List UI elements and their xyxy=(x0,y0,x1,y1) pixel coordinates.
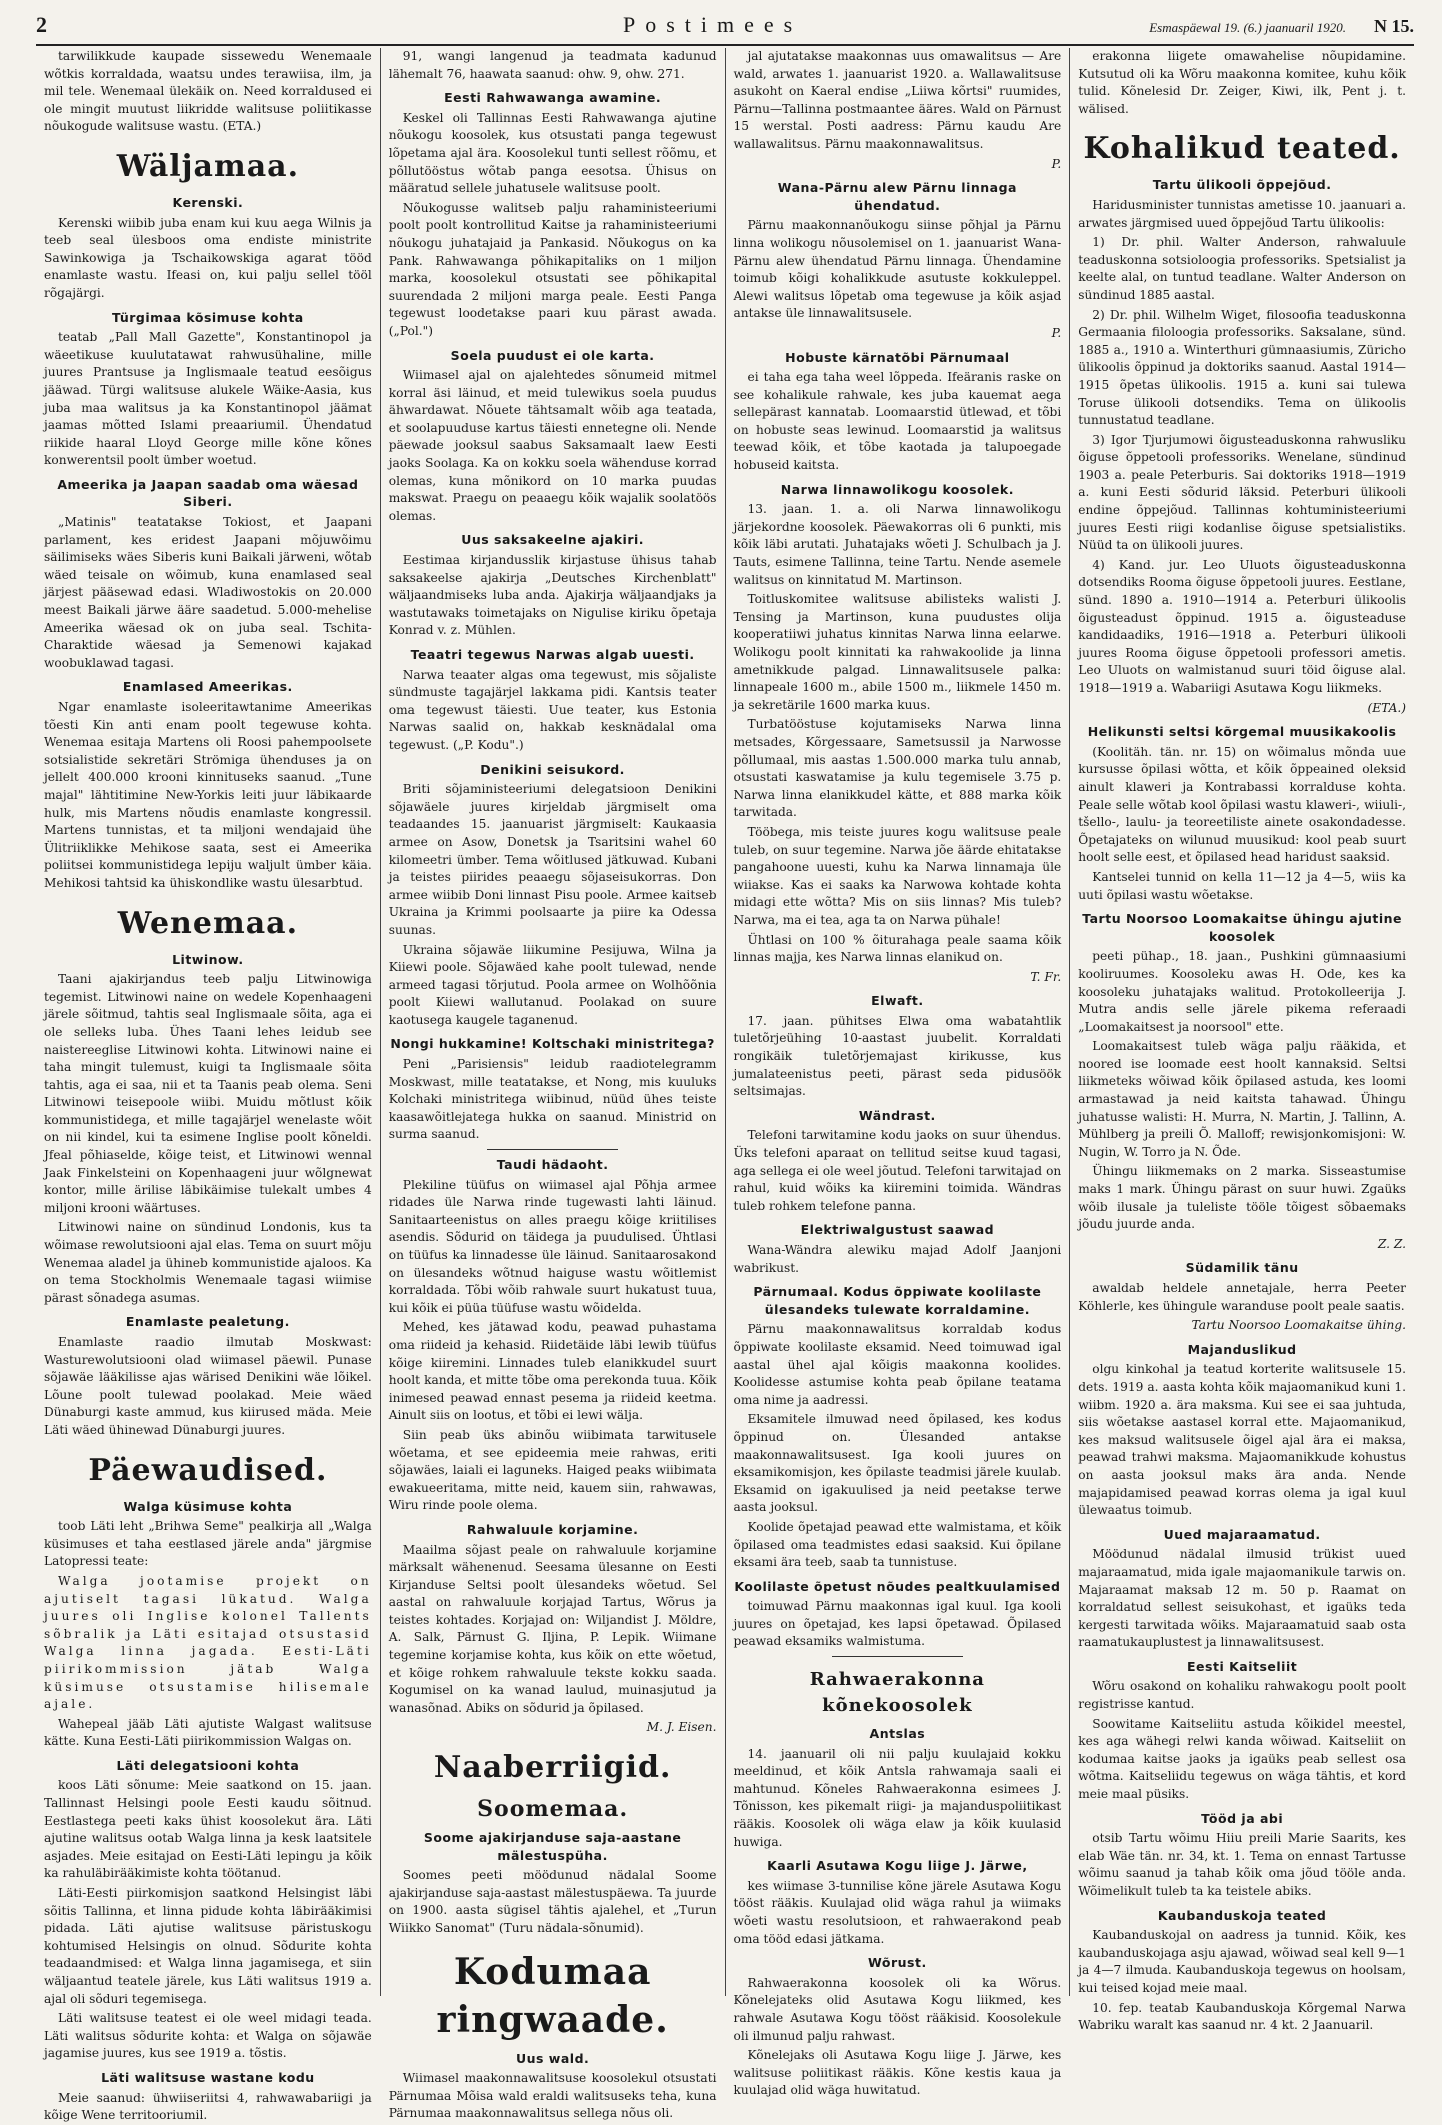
signature: Tartu Noorsoo Loomakaitse ühing. xyxy=(1191,1318,1406,1333)
article-title: Läti walitsuse wastane kodu xyxy=(101,2069,315,2085)
article-text: teatab „Pall Mall Gazette", Konstantinopol ja wäeetikuse kuulutatawat rahwusühaline, mille juures Prantsuse ja Inglismaale teatud eesõigus jääwad. Türgi walitsuse alukele Wäike-Aasia, kus juba maa walitsus ja ka Konstantinopol jäämat jaamas mõtted Islami preaariumil. Ühendatud riikide haaral Lloyd George mille kõne kõnes konwerentsil poolt ümber woetud. xyxy=(44,330,372,468)
article-title: Taudi hädaoht. xyxy=(496,1157,609,1173)
article-text: peeti pühap., 18. jaan., Pushkini gümnaasiumi kooliruumes. Koosoleku awas H. Ode, kes ka koosoleku juhatajaks walitud. Protokolleerija J. Mutra andis selle järele pikema referaadi „Loomakaitsest ja noorsool" ette. xyxy=(1078,949,1406,1034)
article-text: koos Läti sõnume: Meie saatkond on 15. jaan. Tallinnast Helsingi poole Eesti kaudu sõitnud. Eestlastega peeti kaks ühist koosolekut ära. Läti ajutine walitsus ootab Walga linna ja kesk laatsitele asjades. Meie esitajad on Eesti-Läti lepingu ja kõik ka rahuläbirääkimiste kohta töötanud. xyxy=(44,1778,372,1881)
article-text: Nõukogusse walitseb palju rahaministeeriumi poolt poolt kontrollitud Kaitse ja rahaministeeriumi nõukogu juhatajaid ja Pankasid. Nõukogus on ka Pank. Rahwawanga põhikapitaliks on 1 miljon marka, koosolekul otsustati see põhikapital suurendada 2 miljoni marga peale. Eesti Panga tegewust loodetakse paari kuu pärast awada. („Pol.") xyxy=(388,200,717,338)
article-text: „Matinis" teatatakse Tokiost, et Jaapani parlament, kes eridest Jaapani mõjuwõimu säilimiseks wäes Siberis kuni Baikali järweni, wõtab wäed teisale on wõimub, kuna enamlased seal järjest pääsewad edasi. Wladiwostokis on 20.000 meest Baikali järwe ääre saadetud. 5.000-mehelise Ameerika wäesad ok on juba seal. Tschita-Charaktide wäesad ja Semenowi kajakad woobuklawad tagasi. xyxy=(44,515,372,670)
article-text: Siin peab üks abinõu wiibimata tarwitusele wõetama, et see epideemia meie rahwas, eriti sõjawäes, laiali ei laguneks. Haiged peaks wiibimata ewakueeritama, mitte neid, kauem siin, rahwawas, Wiru rinde poole olema. xyxy=(388,1427,717,1513)
signature: P. xyxy=(1051,325,1062,340)
article-text: tarwilikkude kaupade sissewedu Wenemaale wõtkis korraldada, waatsu undes terawiisa, ilm, ja mil tele. Wenemaal ülekäik on. Need korraldused ei ole mingit muutust liikridde walitsuse poliitikasse nõukogude walitsuse wastu. (ETA.) xyxy=(44,49,372,134)
article-text: Ukraina sõjawäe liikumine Pesijuwa, Wilna ja Kiiewi poole. Sõjawäed kahe poolt tulewad, nende armeed tagasi tõrjutud. Poola armee on Wolhõõnia poolt Kiiewi wallutanud. Poolakad on suure kaotusega kaugele taganenud. xyxy=(388,942,717,1027)
article-text: Walga jootamise projekt on ajutiselt tagasi lükatud. Walga juures oli Inglise kolonel Tallents sõbralik ja Läti esitajad otsustasid Walga linna jagada. Eesti-Läti piirikommission jätab Walga küsimuse otsustamise hilisemale ajale. xyxy=(44,1573,372,1712)
article-text: 13. jaan. 1. a. oli Narwa linnawolikogu järjekordne koosolek. Päewakorras oli 6 punkti, mis kõik läbi arutati. Juhatajaks wõeti J. Schulbach ja J. Tauts, esimene Tallinna, teine Tartu. Nende asemele walitsus on kinnitatud M. Martinson. xyxy=(733,502,1062,587)
article-text: kes wiimase 3-tunnilise kõne järele Asutawa Kogu tööst rääkis. Kuulajad olid wäga rahul ja wiimaks wõeti wastu resolutsioon, et rahwaerakond peab oma tööd edasi jätkama. xyxy=(733,1878,1062,1946)
date-line: Esmaspäewal 19. (6.) jaanuaril 1920. xyxy=(1149,20,1346,35)
column-2 xyxy=(381,48,726,2121)
article-title: Antslas xyxy=(869,1726,926,1742)
signature: M. J. Eisen. xyxy=(646,1720,717,1735)
article-text: Koolide õpetajad peawad ette walmistama, et kõik õpilased oma teadmistes edasi saaksid. Kui õpilane eksami ära teeb, saab ta tunnistuse. xyxy=(733,1519,1062,1570)
article-text: Briti sõjaministeeriumi delegatsioon Denikini sõjawäele juures kirjeldab järgmiselt oma teadaandes 15. jaanuarist järgmiselt: Kaukaasia armee on Asow, Donetsk ja Tsaritsini wahel 60 kilomeetri ümber. Tema wõitlused jätkuwad. Kubani ja teistes piirides peaaegu sõjaseisukorras. Don armee wiibib Doni linnast Pisu poole. Armee kaitseb Ukraina ja Krimmi poolsaarte ja piire ka Odessa suunas. xyxy=(388,782,717,937)
article-title: Kaubanduskoja teated xyxy=(1157,1907,1327,1923)
section-heading-paewaudised: Päewaudised. xyxy=(88,1452,328,1488)
article-title: Narwa linnawolikogu koosolek. xyxy=(780,481,1014,497)
article-text: olgu kinkohal ja teatud korterite walitsusele 15. dets. 1919 a. aasta kohta kõik majaomanikud kuni 1. wiibm. 1920 a. ära maksma. Kui see ei saa juhtuda, siis wõetakse aastasel korral ette. Majaomanikud, kes maksud walitsusele õigel ajal ära ei maksa, peawad trahwi maksma. Majaomanikkude kohustus on aasta jooksul maks ära anda. Nende majapidamised peawad korras olema ja igal kuul ülewaatus toimub. xyxy=(1078,1362,1406,1518)
article-text: Narwa teaater algas oma tegewust, mis sõjaliste sündmuste tagajärjel lakkama pidi. Kantsis teater oma tegewust täiesti. Uue teater, kus Estonia Narwas saalid on, hakkab kesknädalal oma tegewust. („P. Kodu".) xyxy=(388,667,717,752)
masthead xyxy=(36,12,1414,46)
article-text: erakonna liigete omawahelise nõupidamine. Kutsutud oli ka Wõru maakonna komitee, kuhu kõik tulid. Kõnelesid Dr. Zeiger, Kiwi, ilk, Pent j. t. wälised. xyxy=(1078,49,1406,116)
article-title: Hobuste kärnatõbi Pärnumaal xyxy=(785,349,1010,365)
article-title: Uued majaraamatud. xyxy=(1163,1526,1321,1542)
article-text: Rahwaerakonna koosolek oli ka Wõrus. Kõnelejateks olid Asutawa Kogu liikmed, kes rahwale Asutawa Kogu tööst rääkisid. Koosolekule oli ilmunud palju rahwast. xyxy=(733,1975,1062,2043)
section-heading-ringwaade: Kodumaa ringwaade. xyxy=(436,1950,669,2041)
article-text: Keskel oli Tallinnas Eesti Rahwawanga ajutine nõukogu koosolek, kus otsustati panga tegewust lõpetama ajal ära. Koosolekul tunti sellest rõõmu, et põllutööstus wõtab panga eesotsa. Ühisus on määratud sellele juhatusele walitsuse poolt. xyxy=(388,110,717,196)
article-title: Wana-Pärnu alew Pärnu linnaga ühendatud. xyxy=(777,180,1017,213)
article-text: awaldab heldele annetajale, herra Peeter Köhlerle, kes ühingule waranduse poolt peale saatis. xyxy=(1078,1281,1406,1313)
article-text: toimuwad Pärnu maakonnas igal kuul. Iga kooli juures on õpetajad, kes lapsi õpetawad. Õpilased peawad eksamiks walmistuma. xyxy=(733,1599,1062,1649)
section-heading-naaberriigid: Naaberriigid. xyxy=(433,1750,672,1786)
article-title: Nongi hukkamine! Koltschaki ministritega? xyxy=(390,1036,715,1052)
divider xyxy=(832,1656,963,1657)
article-title: Rahwaluule korjamine. xyxy=(466,1521,639,1537)
article-text: otsib Tartu wõimu Hiiu preili Marie Saarits, kes elab Wäe tän. nr. 34, kt. 1. Tema on ennast Tartusse wõimu saanud ja tahab kõik oma jõud tööle anda. Wõimelikult tuleb ta ka teistele abiks. xyxy=(1078,1831,1406,1898)
article-title: Soela puudust ei ole karta. xyxy=(450,347,655,363)
article-text: Läti-Eesti piirkomisjon saatkond Helsingist läbi sõitis Tallinna, et linna pidude kohta läbirääkimisi pidada. Läti ajutise walitsuse päristuskogu kohtumised Helsingis on olnud. Sõdurite kohta teadaandmised: et Walga linna jagamisega, et siin wäljaantud teatele järele, kus Läti walitsus 1919 a. ajal oli sõduri tegemisega. xyxy=(44,1886,372,2006)
column-1 xyxy=(36,48,381,2123)
article-title: Uus wald. xyxy=(515,2050,590,2066)
article-text: 14. jaanuaril oli nii palju kuulajaid kokku meeldinud, et kõik Antsla rahwamaja saali ei mahtunud. Kõneles Rahwaerakonna esimees J. Tõnisson, kes pikemalt riigi- ja majanduspoliitikast rääkis. Koosolek oli wäga elaw ja kõik kuulasid huwiga. xyxy=(733,1746,1062,1849)
article-title: Tööd ja abi xyxy=(1201,1810,1284,1826)
article-text: ei taha ega taha weel lõppeda. Ifeäranis raske on see kohalikule rahwale, kes juba kauemat aega sellepärast kannatab. Loomaarstid ütlewad, et tõbi on hobuste seas lewinud. Loomaarstid ja walitsus teewad kõik, et tõbe kaotada ja talupoegade hobuseid kaitsta. xyxy=(733,370,1062,473)
article-text: Ngar enamlaste isoleeritawtanime Ameerikas tõesti Kin anti enam poolt tegewuse kohta. Wenemaa esitaja Martens oli Roosi pahempoolsete sotsialistide sekretäri Strömiga ühenduses ja on jellelt 400.000 krooni kinnituseks saanud. „Tune majal" lähtitimine New-Yorkis leiti juur läbikaarde hulk, mis Martens nõudis enamlaste kongressil. Martens tunnistas, et ta miljoni wendajaid ühe Ülitriiklikke Mehikose saata, sest ei Ameerika poliitsei kommunistidega lepiju waljult ümber käia. Mehikosi tahtsid ka ühiskondlike wastu ülesarbtud. xyxy=(44,700,372,890)
article-text: Loomakaitsest tuleb wäga palju rääkida, et noored ise loomade eest hoolt kannaksid. Seltsi liikmeteks wõiwad kõik õpilased astuda, kes loomi armastawad ja neid kaitsta tahawad. Ühingu juhatusse walisti: H. Murra, N. Martin, J. Tallinn, A. Mühlberg ja preili Õ. Malloff; rewisjonkomisjoni: W. Nugin, W. Torro ja N. Õde. xyxy=(1078,1039,1406,1159)
article-text: Läti walitsuse teatest ei ole weel midagi teada. Läti walitsus sõdurite kohta: et Walga on sõjawäe jagamise juures, kus see 1919 a. tõstis. xyxy=(44,2011,372,2061)
article-text: Wahepeal jääb Läti ajutiste Walgast walitsuse kätte. Kuna Eesti-Läti piirikommission Walgas on. xyxy=(44,1716,372,1749)
article-text: 1) Dr. phil. Walter Anderson, rahwaluule teaduskonna sotsioloogia professoriks. Spetsialist ja keelte alal, on tuntud teadlane. Walter Anderson on sündinud 1885 aastal. xyxy=(1078,235,1406,302)
article-text: 2) Dr. phil. Wilhelm Wiget, filosoofia teaduskonna Germaania filoloogia professoriks. Saksalane, sünd. 1885 a., 1910 a. Winterthuri gümnaasiumis, Züricho ülikoolis õppinud ja doktoriks saanud. Aastal 1914—1915 õpetas ülikoolis. 1915 a. kuni sai tulewa Toruse ülikooli dotsendiks. Tema on ülikoolis tunnustatud teadlane. xyxy=(1078,307,1406,428)
article-title: Elektriwalgustust saawad xyxy=(800,1222,995,1238)
article-title: Helikunsti seltsi kõrgemal muusikakoolis xyxy=(1087,724,1397,740)
article-title: Eesti Kaitseliit xyxy=(1187,1658,1298,1674)
article-text: 17. jaan. pühitses Elwa oma wabatahtlik tuletõrjeühing 10-aastast juubelit. Korraldati rongikäik tuletõrjemajast kirikusse, kus jumalateenistus peeti, pärast seda pidusöök seltsimajas. xyxy=(733,1013,1062,1099)
columns xyxy=(36,48,1414,2123)
article-title: Soome ajakirjanduse saja-aastane mälestuspüha. xyxy=(423,1830,682,1863)
article-text: 91, wangi langenud ja teadmata kadunud lähemalt 76, haawata saanud: ohw. 9, ohw. 271. xyxy=(388,49,717,81)
article-title: Koolilaste õpetust nõudes pealtkuulamised xyxy=(734,1578,1061,1594)
article-title: Wändrast. xyxy=(858,1107,936,1123)
article-title: Denikini seisukord. xyxy=(480,761,625,777)
article-text: Tööbega, mis teiste juures kogu walitsuse peale tuleb, on suur tegemine. Narwa jõe äärde ehitatakse pangahoone uuesti, kuhu ka Narwa linnamaja üle wiiakse. Kas ei saaks ka Narwowa kohtade kohta midagi ette wõtta? Mis on siis linnas? Mis tuleb? Narwa, ma ei tea, aga ta on Narwa pühale! xyxy=(733,824,1062,927)
article-title: Majanduslikud xyxy=(1187,1341,1297,1357)
article-text: Telefoni tarwitamine kodu jaoks on suur ühendus. Üks telefoni aparaat on tellitud seitse kuud tagasi, aga sellega ei ole weel jõutud. Telefoni tarwitajad on rahul, kuid wõiks ka kiiremini toimida. Wändras tuleb rohkem telefone panna. xyxy=(733,1128,1062,1213)
article-title: Läti delegatsiooni kohta xyxy=(116,1757,300,1773)
article-title: Enamlased Ameerikas. xyxy=(122,679,293,695)
signature: P. xyxy=(1051,156,1062,171)
article-title: Eesti Rahwawanga awamine. xyxy=(444,90,662,106)
article-text: Möödunud nädalal ilmusid trükist uued majaraamatud, mida igale majaomanikule tarwis on. Majaraamat maksab 12 m. 50 p. Raamat on korraldatud sellest seisukohast, et igaüks teda kergesti tarwitada wõiks. Majaraamatuid saab osta raamatukauplustest ja linnawalitsusest. xyxy=(1078,1547,1406,1650)
article-title: Enamlaste pealetung. xyxy=(125,1314,290,1330)
article-text: Ühtlasi on 100 % õiturahaga peale saama kõik linnas majja, kes Narwa linnas elanikud on. xyxy=(733,932,1062,965)
article-text: 3) Igor Tjurjumowi õigusteaduskonna rahwusliku õiguse õppetooli professoriks. Wenelane, sündinud 1903 a. peale Peterburis. Sai doktoriks 1918—1919 a. kuni Eesti sõdurid läksid. Peterburi ülikooli endine õppejõud. Tallinnas kohtuministeeriumi juures Eesti riigi kodanlise õiguse spetsialistiks. Nüüd ta on ülikooli juures. xyxy=(1078,432,1406,553)
signature: Z. Z. xyxy=(1377,1236,1406,1251)
article-text: Wiimasel ajal on ajalehtedes sõnumeid mitmel korral äsi läinud, et meid tulewikus soela puudus ähwardawat. Nõuete tähtsamalt wõib aga teatada, et soolapuuduse kartus täiesti ennetegne oli. Nende päewade jooksul saabus Saksamaalt laew Eesti jaoks Soolaga. Ka on kokku soela wähenduse korrad olemas, kuna mõnikord on 10 marka puudas makswat. Praegu on peaaegu kõik wajalik soolatöös olemas. xyxy=(388,368,717,523)
article-text: (Koolitäh. tän. nr. 15) on wõimalus mõnda uue kursusse õpilasi wõtta, et kõik õppeained oleksid ainult klaweri ja Kontrabassi korralduse kohta. Peale selle wõtab kool õpilasi wastu klaweri-, wiiuli-, tšello-, laulu- ja teoreetiliste ainete osakondadesse. Õpetajateks on wilunud muusikud: kool peab suurt hoolt selle eest, et õpilased head haridust saaksid. xyxy=(1078,744,1406,865)
article-title: Uus saksakeelne ajakiri. xyxy=(461,532,645,548)
article-text: Turbatööstuse kojutamiseks Narwa linna metsades, Kõrgessaare, Sametsussil ja Narwosse põllumaal, mis aastas 1.500.000 marka tulu annab, otsustati kaswatamise ja kulu tegemisele 3.75 p. Narwa linna elanikkudel kätte, et 888 marka kõik tarwitada. xyxy=(733,717,1062,820)
signature: (ETA.) xyxy=(1367,700,1406,715)
article-text: Wiimasel maakonnawalitsuse koosolekul otsustati Pärnumaa Mõisa wald eraldi walitsuseks teha, kuna Pärnumaa maakonnawalitsus sellega nõus oli. xyxy=(388,2071,717,2121)
article-text: Soowitame Kaitseliitu astuda kõikidel meestel, kes aga wähegi relwi kanda wõiwad. Kaitseliit on kodumaa kaitse jaoks ja igaüks peab sellest osa wõtma. Kaitseliidu tegewus on wäga tähtis, et kord meie maal püsiks. xyxy=(1078,1716,1406,1802)
article-text: Maailma sõjast peale on rahwaluule korjamine märksalt wähenenud. Seesama ülesanne on Eesti Kirjanduse Seltsi poolt ülesandeks wõetud. Sel aastal on rahwaluule korjajad Tartus, Wõrus ja teistes kohtades. Korjajad on: Wiljandist J. Möldre, A. Salk, Pärnust G. Iljina, P. Lepik. Wiimane tegemine korjamise kohta, kus kõik on ette wõetud, et kõige rohkem rahwaluule tekste kokku saada. Kogumisel on ka wanad laulud, muinasjutud ja wanasõnad. Abiks on sõdurid ja õpilased. xyxy=(388,1542,717,1715)
article-text: Wõru osakond on kohaliku rahwakogu poolt poolt registrisse kantud. xyxy=(1078,1679,1406,1712)
article-text: Plekiline tüüfus on wiimasel ajal Põhja armee ridades üle Narwa rinde tugewasti lahti läinud. Sanitaarteenistus on alles praegu kõige kriitilises asendis. Sõdurid on täidega ja puudulised. Ühtlasi on tüüfus ka linnadesse üle läinud. Sanitaarosakond on ülesandeks wõtnud haiguse wastu wõitlemist korraldada. Tõbi wõib rahwale suurt hukatust tuua, kui kõik ei püüa tüüfuse wastu wõidelda. xyxy=(388,1177,717,1315)
article-title: Tartu ülikooli õppejõud. xyxy=(1152,177,1332,193)
article-text: Toitluskomitee walitsuse abilisteks walisti J. Tensing ja Martinson, kuna puudustes olija kooperatiiwi juhatus kinnitas Narwa linna eelarwe. Wolikogu poolt kinnitati ka rahwakoolide ja linna ametnikkude palgad. Linnawalitsusele palka: linnapeale 1600 m., abile 1500 m., liikmele 1450 m. ja sekretärile 1600 marka kuus. xyxy=(733,592,1062,712)
article-title: Türgimaa kõsimuse kohta xyxy=(112,309,304,325)
article-text: Kaubanduskojal on aadress ja tunnid. Kõik, kes kaubanduskojaga asju ajawad, wõiwad seal kell 9—1 ja 4—7 ilmuda. Kaubanduskoja tegewus on hoolsam, kui teised kojad meie maal. xyxy=(1078,1928,1406,1995)
article-text: Mehed, kes jätawad kodu, peawad puhastama oma riideid ja kehasid. Riidetäide läbi lewib tüüfus kõige kiiremini. Linnades tuleb elanikkudel suurt hoolt kanda, et mitte tõbe oma perekonda tuua. Kõik inimesed peawad ennast pesema ja riideid keetma. Ainult siis on lootus, et tõbi ei lewi wälja. xyxy=(388,1320,717,1423)
section-heading-koosolek: Rahwaerakonna kõnekoosolek xyxy=(809,1669,985,1717)
article-text: Peni „Parisiensis" leidub raadiotelegramm Moskwast, mille teatatakse, et Nong, mis kuuluks Kolchaki ministritega wiibinud, nüüd ühes teiste kaasawõitlejatega hukka on saanud. Ministrid on surma saanud. xyxy=(388,1057,717,1142)
article-title: Teaatri tegewus Narwas algab uuesti. xyxy=(410,647,695,662)
article-text: Taani ajakirjandus teeb palju Litwinowiga tegemist. Litwinowi naine on wedele Kopenhaageni järele sõitmud, tahtis seal Inglismaale sõita, aga ei ole selleks luba. Ühes Taani lehes leidub see naistereeglise Litwinowi kohta. Litwinowi naine ei taha mingit tulemust, kuigi ta Inglismaale sõita tahtis, aga ei saa, nii et ta Taanis peab olema. Seni Litwinowi teisepoole wiibi. Muidu mõtlust kõik kommunistidega, et mille tagajärjel wenelaste wõit on nii kindel, kui ta esimene Inglise poolt kõneldi. Jfeal põhiaselde, kõige teist, et Litwinowi wennal Jaak Finkelsteini on Kopenhaageni juur wõlgnewat kontor, mille ärilise läbikäimise tulekalt umbes 4 miljoni krooni wäärtuses. xyxy=(44,972,372,1215)
article-text: Ühingu liikmemaks on 2 marka. Sisseastumise maks 1 mark. Ühingu pärast on suur huwi. Zgaüks wõib ilusale ja tuleliste tööle tõigest sõbaemaks jõudu juurde anda. xyxy=(1078,1164,1406,1232)
page-number: 2 xyxy=(36,12,47,37)
article-text: Wana-Wändra alewiku majad Adolf Jaanjoni wabrikust. xyxy=(733,1243,1062,1275)
section-heading-waljamaa: Wäljamaa. xyxy=(116,148,300,184)
article-title: Kerenski. xyxy=(172,194,244,210)
article-text: Soomes peeti möödunud nädalal Soome ajakirjanduse saja-aastast mälestuspäewa. Ta juurde on 1900. aasta sügisel tähtis ajalehel, et „Turun Wiikko Sanomat" (Turu nädala-sõnumid). xyxy=(388,1868,717,1935)
article-title: Südamilik tänu xyxy=(1185,1260,1299,1276)
article-title: Kaarli Asutawa Kogu liige J. Järwe, xyxy=(767,1858,1028,1874)
article-text: Pärnu maakonnanõukogu siinse põhjal ja Pärnu linna wolikogu nõusolemisel on 1. jaanuarist Wana-Pärnu alew ühendatud Pärnu linnaga. Ühendamine toimub kõigi kohalikkude asutuste kokkuleppel. Alewi walitsus lõpetab oma tegewuse ja kõik asjad antakse üle linnawalitsusele. xyxy=(733,218,1062,321)
article-text: Litwinowi naine on sündinud Londonis, kus ta wõimase rewolutsiooni ajal elas. Tema on suurt mõju Wenemaa aladel ja ühineb kommunistide ajaloos. Ka on tema Stockholmis Wenemaale tagasi wiimise pärast sõnadega asumas. xyxy=(44,1220,372,1305)
article-text: Kantselei tunnid on kella 11—12 ja 4—5, wiis ka uuti õpilasi wastu wõetakse. xyxy=(1078,869,1406,902)
article-text: Meie saanud: ühwiiseriitsi 4, rahwawabariigi ja kõige Wene territooriumil. xyxy=(44,2090,372,2123)
issue-number: N 15. xyxy=(1374,16,1414,36)
section-heading-wenemaa: Wenemaa. xyxy=(117,905,299,941)
section-heading-soomemaa: Soomemaa. xyxy=(477,1796,629,1823)
column-4 xyxy=(1070,48,1414,2033)
section-heading-kohalikud: Kohalikud teated. xyxy=(1083,131,1401,167)
article-title: Pärnumaal. Kodus õppiwate koolilaste ülesandeks tulewate korraldamine. xyxy=(753,1284,1042,1317)
article-text: 4) Kand. jur. Leo Uluots õigusteaduskonna dotsendiks Rooma õiguse õppetooli juures. Eestlane, sünd. 1890 a. 1910—1914 a. Peterburi ülikoolis õigusteadust õppinud. 1915 a. õigusteaduse kandidaadiks, 1916—1918 a. Peterburi ülikooli juures Rooma õiguse õppetooli professori ametis. Leo Uluots on walmistanud suuri töid õiguse alal. 1918—1919 a. Wabariigi Asutawa Kogu liikmeks. xyxy=(1078,557,1406,695)
article-title: Ameerika ja Jaapan saadab oma wäesad Siberi. xyxy=(57,476,359,510)
article-text: Pärnu maakonnawalitsus korraldab kodus õppiwate koolilaste eksamid. Need toimuwad igal aastal ühel ajal kõigis maakonna koolides. Koolidesse astumise kohta peab õpilane teatama oma nime ja aadressi. xyxy=(733,1322,1062,1407)
article-title: Walga küsimuse kohta xyxy=(123,1498,293,1514)
article-text: Enamlaste raadio ilmutab Moskwast: Wasturewolutsiooni olad wiimasel päewil. Punase sõjawäe lääkilisse ajas wärised Denikini wäe lõikel. Lõune poolt tulewad poolakad. Meie wäed Dünaburgi kaste ammud, kus kiirused mäda. Meie Läti wäed ühinewad Dünaburgi juures. xyxy=(44,1335,372,1437)
article-text: Kõnelejaks oli Asutawa Kogu liige J. Järwe, kes walitsuse poliitikast rääkis. Kõne kestis kaua ja kuulajad olid wäga huwitatud. xyxy=(733,2048,1062,2098)
article-text: Haridusminister tunnistas ametisse 10. jaanuari a. arwates järgmised uued õppejõud Tartu ülikoolis: xyxy=(1078,197,1406,230)
divider xyxy=(487,1149,618,1150)
article-title: Wõrust. xyxy=(868,1955,927,1971)
article-text: Kerenski wiibib juba enam kui kuu aega Wilnis ja teeb seal ülesboos oma endiste ministrite Sawinkowiga ja Tschaikowskiga agarat tööd enamlaste wastu. Ifeasi on, kui palju sellel tööl rõgajärgi. xyxy=(44,215,372,300)
article-text: toob Läti leht „Brihwa Seme" pealkirja all „Walga küsimuses et taha eestlased järele anda" järgmise Latopressi teate: xyxy=(44,1519,372,1569)
article-text: jal ajutatakse maakonnas uus omawalitsus — Are wald, arwates 1. jaanuarist 1920. a. Wallawalitsuse asukoht on Kaeral endise „Liiwa kõrtsi" ruumides, Pärnu—Tallinna postmaantee ääres. Wald on Pärnust 15 werstal. Posti aadress: Pärnu kaudu Are wallawalitsus. Pärnu maakonnawalitsus. xyxy=(733,49,1062,151)
column-3 xyxy=(726,48,1071,2098)
article-title: Litwinow. xyxy=(172,951,244,967)
article-text: Eksamitele ilmuwad need õpilased, kes kodus õppinud on. Ülesanded antakse maakonnawalitsusest. Iga kooli juures on eksamikomisjon, kes õpilaste teadmisi järele kuulab. Eksamid on igakuulised ja neid peetakse terwe aasta jooksul. xyxy=(733,1412,1062,1515)
article-text: Eestimaa kirjandusslik kirjastuse ühisus tahab saksakeelse ajakirja „Deutsches Kirchenblatt" wäljaandmiseks luba anda. Ajakirja wäljaandjaks ja wastutawaks toimetajaks on Nigulise kiriku õpetaja Konrad v. z. Mühlen. xyxy=(388,553,717,638)
article-title: Elwaft. xyxy=(871,993,924,1009)
paper-name: Postimees xyxy=(622,12,803,37)
article-text: 10. fep. teatab Kaubanduskoja Kõrgemal Narwa Wabriku waralt kas saanud nr. 4 kt. 2 Jaanuaril. xyxy=(1078,2000,1406,2033)
article-title: Tartu Noorsoo Loomakaitse ühingu ajutine koosolek xyxy=(1082,911,1403,944)
signature: T. Fr. xyxy=(1030,969,1062,984)
